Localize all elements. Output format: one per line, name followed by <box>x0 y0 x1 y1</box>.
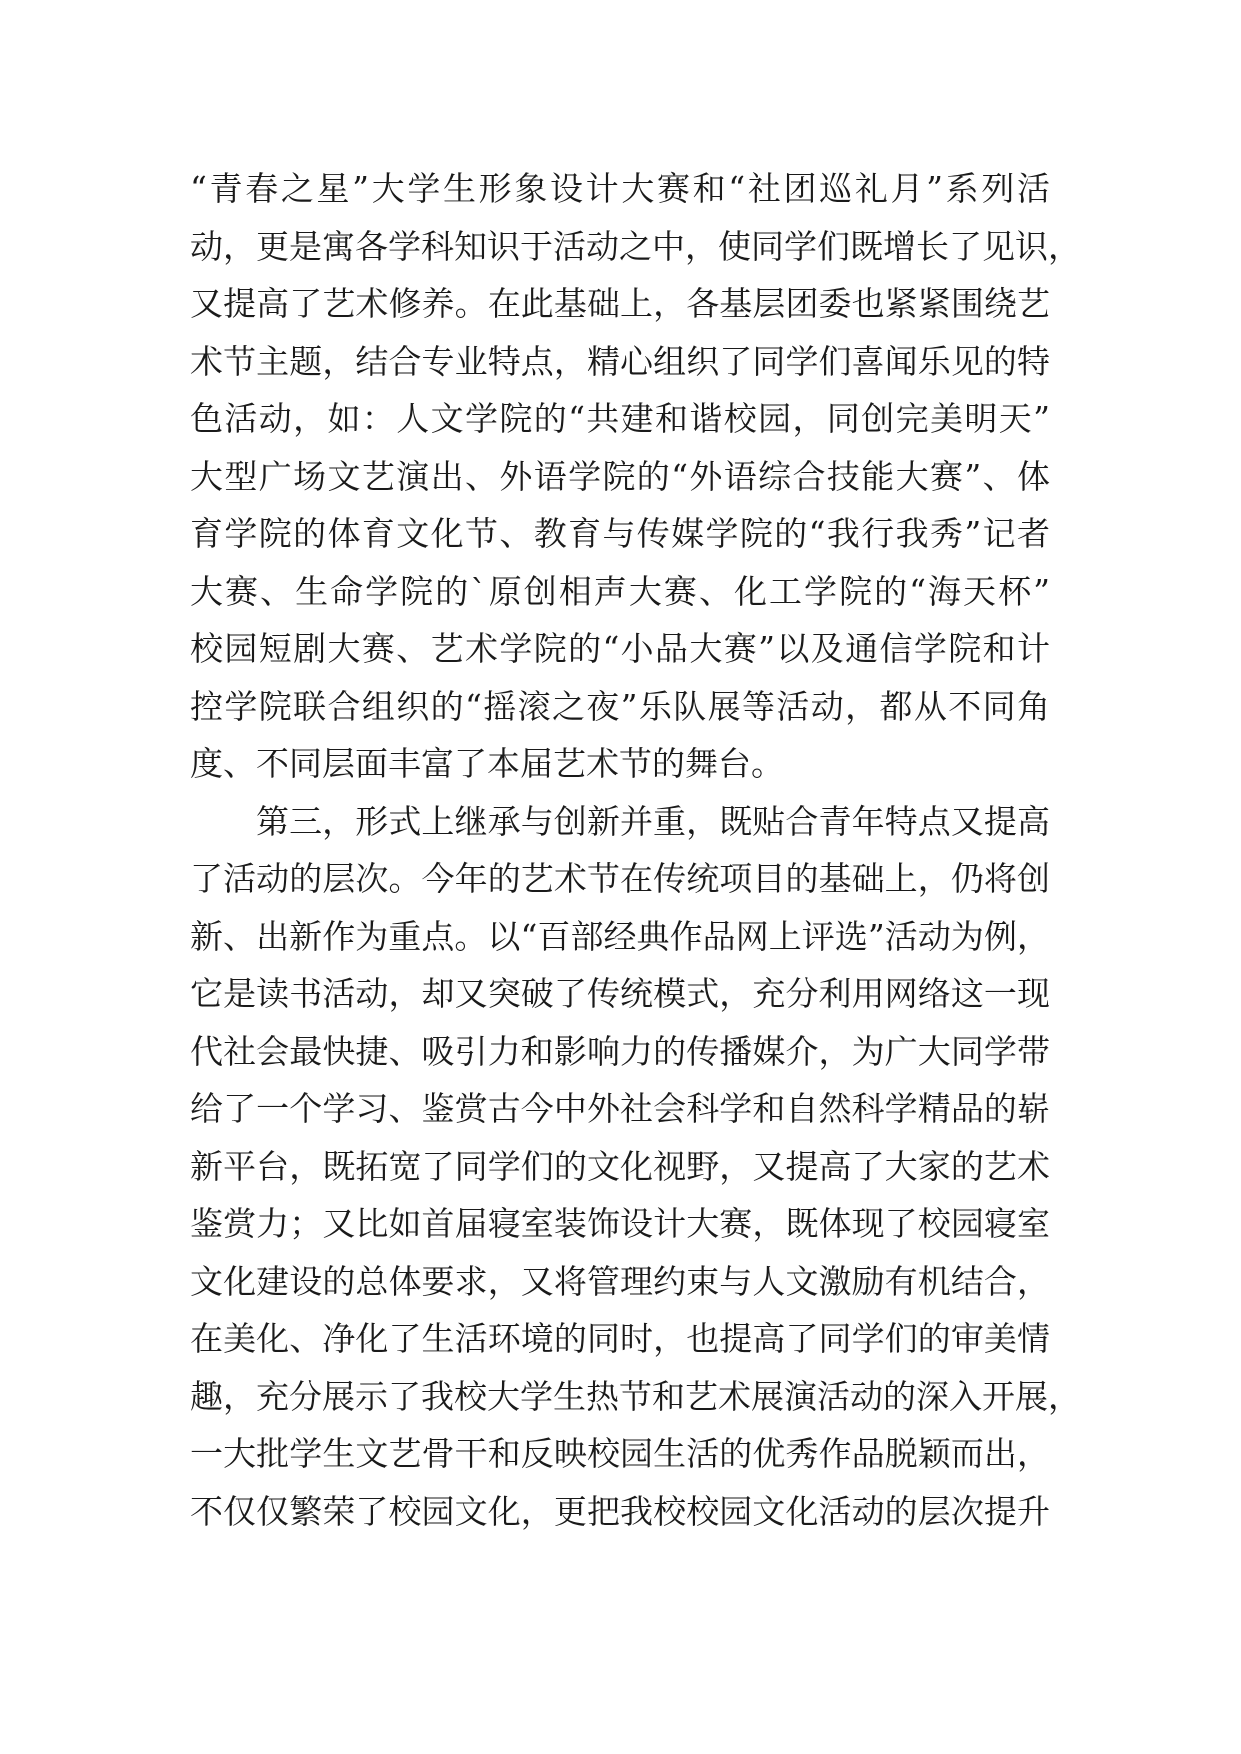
text-line-last: 度、不同层面丰富了本届艺术节的舞台。 <box>190 744 784 783</box>
paragraph-2 <box>190 793 1081 1541</box>
text-line-first: 第三，形式上继承与创新并重，既贴合青年特点又提高 <box>256 801 1050 841</box>
body-text <box>190 160 1081 1540</box>
paragraph-1 <box>190 160 1081 793</box>
text-line: 动，更是寓各学科知识于活动之中，使同学们既增长了见识， <box>190 226 1081 266</box>
text-line: 文化建设的总体要求，又将管理约束与人文激励有机结合， <box>190 1261 1050 1301</box>
text-line: 给了一个学习、鉴赏古今中外社会科学和自然科学精品的崭 <box>190 1089 1050 1128</box>
text-line: 了活动的层次。今年的艺术节在传统项目的基础上，仍将创 <box>190 859 1050 898</box>
text-line: 代社会最快捷、吸引力和影响力的传播媒介，为广大同学带 <box>190 1031 1050 1071</box>
text-line: 术节主题，结合专业特点，精心组织了同学们喜闻乐见的特 <box>190 341 1050 381</box>
text-line: 它是读书活动，却又突破了传统模式，充分利用网络这一现 <box>190 974 1050 1013</box>
text-line: 色活动，如：人文学院的“共建和谐校园，同创完美明天” <box>190 399 1050 438</box>
text-line: 控学院联合组织的“摇滚之夜”乐队展等活动，都从不同角 <box>190 686 1050 726</box>
text-line: 新平台，既拓宽了同学们的文化视野，又提高了大家的艺术 <box>190 1146 1050 1186</box>
text-line: 大型广场文艺演出、外语学院的“外语综合技能大赛”、体 <box>190 456 1050 496</box>
text-line: “青春之星”大学生形象设计大赛和“社团巡礼月”系列活 <box>190 169 1050 208</box>
text-line: 一大批学生文艺骨干和反映校园生活的优秀作品脱颖而出， <box>190 1434 1050 1473</box>
text-line: 育学院的体育文化节、教育与传媒学院的“我行我秀”记者 <box>190 514 1050 553</box>
text-line: 在美化、净化了生活环境的同时，也提高了同学们的审美情 <box>190 1319 1050 1358</box>
text-line: 不仅仅繁荣了校园文化，更把我校校园文化活动的层次提升 <box>190 1491 1050 1531</box>
text-line: 鉴赏力；又比如首届寝室装饰设计大赛，既体现了校园寝室 <box>190 1204 1050 1243</box>
text-line: 校园短剧大赛、艺术学院的“小品大赛”以及通信学院和计 <box>190 629 1050 668</box>
text-line: 大赛、生命学院的`原创相声大赛、化工学院的“海天杯” <box>190 571 1050 611</box>
text-line: 新、出新作为重点。以“百部经典作品网上评选”活动为例， <box>190 916 1050 956</box>
text-line: 又提高了艺术修养。在此基础上，各基层团委也紧紧围绕艺 <box>190 284 1050 323</box>
text-line: 趣，充分展示了我校大学生热节和艺术展演活动的深入开展， <box>190 1376 1081 1416</box>
